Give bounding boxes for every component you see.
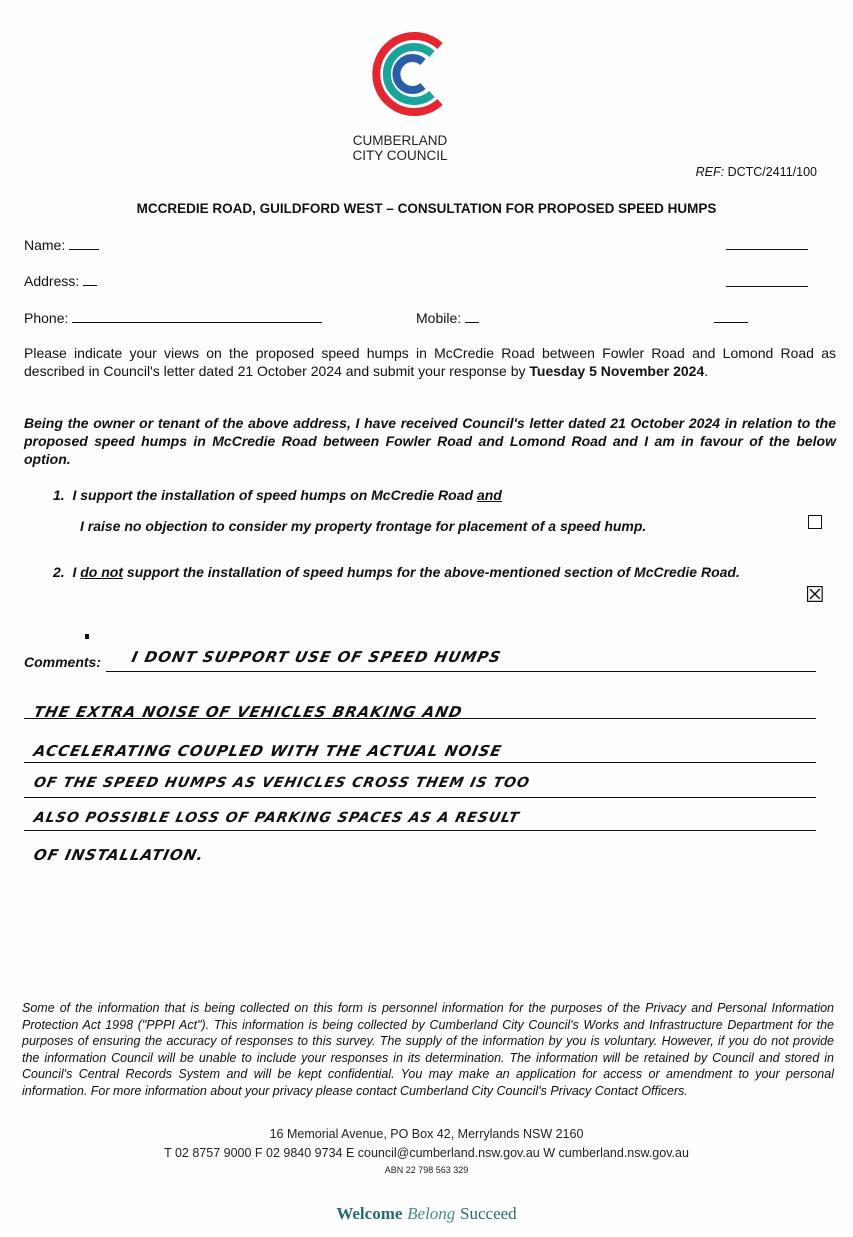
stray-mark bbox=[85, 634, 89, 639]
deadline: Tuesday 5 November 2024 bbox=[529, 363, 705, 379]
option-1-number: 1. bbox=[53, 487, 65, 503]
tagline bbox=[0, 1204, 853, 1224]
name-line-right bbox=[726, 249, 808, 250]
comment-line-1 bbox=[106, 671, 816, 672]
council-name bbox=[340, 133, 460, 163]
option-1-checkbox[interactable] bbox=[808, 515, 822, 529]
comment-text-1: I DONT SUPPORT USE OF SPEED HUMPS bbox=[130, 648, 504, 666]
address-line-right bbox=[726, 286, 808, 287]
option-1-text: I support the installation of speed humps on McCredie Road bbox=[72, 487, 477, 503]
mobile-label: Mobile: bbox=[416, 310, 462, 326]
comment-text-6: OF INSTALLATION. bbox=[32, 846, 206, 864]
option-2-line bbox=[53, 564, 740, 580]
option-2-number: 2. bbox=[53, 564, 65, 580]
ref-label: REF: bbox=[695, 165, 725, 179]
option-1-and: and bbox=[476, 487, 502, 503]
option-1-line2: I raise no objection to consider my property frontage for placement of a speed hump. bbox=[80, 518, 647, 534]
mobile-line-right bbox=[714, 322, 748, 323]
address-underline bbox=[83, 272, 97, 286]
phone-field[interactable] bbox=[24, 309, 322, 326]
tagline-welcome: Welcome bbox=[336, 1204, 403, 1223]
name-field[interactable] bbox=[24, 236, 99, 253]
comment-line-3 bbox=[24, 762, 816, 763]
comment-line-4 bbox=[24, 797, 816, 798]
reference-number bbox=[696, 165, 817, 179]
comment-text-4: OF THE SPEED HUMPS AS VEHICLES CROSS THEM IS TOO bbox=[32, 775, 532, 791]
option-2-do-not: do not bbox=[80, 564, 124, 580]
mobile-underline bbox=[465, 309, 479, 323]
council-name-line1: CUMBERLAND bbox=[352, 133, 448, 148]
privacy-notice: Some of the information that is being collected on this form is personnel information for the purposes of the Privacy and Personal Information Protection Act 1998 ("PPPI Act"). This information is being collected by Cumberland City Council's Works and Infrastructure Department for the purposes of ensuring the accuracy of responses to this survey. The supply of the information by you is voluntary. However, if you do not provide the information Council will be unable to include your responses in its determination. The information will be retained by Council and stored in Council's Central Records System and will be kept confidential. You may make an application for access or amendment to your personal information. For more information about your privacy please contact Cumberland City Council's Privacy Contact Officers. bbox=[22, 1001, 834, 1098]
phone-label: Phone: bbox=[24, 310, 69, 326]
comment-text-3: ACCELERATING COUPLED WITH THE ACTUAL NOISE bbox=[32, 742, 504, 760]
address-field[interactable] bbox=[24, 272, 97, 289]
footer-abn: ABN 22 798 563 329 bbox=[384, 1165, 469, 1175]
name-underline bbox=[69, 236, 99, 250]
name-label: Name: bbox=[24, 237, 66, 253]
council-logo bbox=[366, 24, 452, 124]
option-2-checkbox[interactable]: ☒ bbox=[805, 582, 825, 607]
option-2-pre: I bbox=[72, 564, 81, 580]
instructions-end: . bbox=[704, 363, 709, 379]
tagline-belong: Belong bbox=[407, 1204, 456, 1223]
option-2-post: support the installation of speed humps for the above-mentioned section of McCredie Road. bbox=[123, 564, 740, 580]
phone-underline bbox=[72, 309, 322, 323]
ref-value: DCTC/2411/100 bbox=[727, 165, 817, 179]
address-label: Address: bbox=[24, 273, 80, 289]
comment-text-2: THE EXTRA NOISE OF VEHICLES BRAKING AND bbox=[32, 703, 465, 721]
declaration: Being the owner or tenant of the above address, I have received Council's letter dated 21 October 2024 in relation to the proposed speed humps in McCredie Road between Fowler Road and Lomond Road and I am in favour of the below option. bbox=[24, 415, 836, 467]
comments-label: Comments: bbox=[24, 654, 102, 670]
mobile-field[interactable] bbox=[416, 309, 479, 326]
comment-line-5 bbox=[24, 830, 816, 831]
page-title: MCCREDIE ROAD, GUILDFORD WEST – CONSULTATION FOR PROPOSED SPEED HUMPS bbox=[136, 201, 717, 216]
footer-address: 16 Memorial Avenue, PO Box 42, Merrylands NSW 2160 bbox=[269, 1127, 584, 1141]
comment-text-5: ALSO POSSIBLE LOSS OF PARKING SPACES AS A RESULT bbox=[32, 810, 522, 826]
instructions bbox=[24, 344, 836, 380]
option-1-line1 bbox=[53, 487, 502, 503]
instructions-text: Please indicate your views on the proposed speed humps in McCredie Road between Fowler Road and Lomond Road as described in Council's letter dated 21 October 2024 and submit your response by bbox=[24, 345, 836, 379]
footer-contacts: T 02 8757 9000 F 02 9840 9734 E council@cumberland.nsw.gov.au W cumberland.nsw.gov.au bbox=[164, 1146, 689, 1160]
council-name-line2: CITY COUNCIL bbox=[352, 148, 448, 163]
tagline-succeed: Succeed bbox=[460, 1204, 517, 1223]
